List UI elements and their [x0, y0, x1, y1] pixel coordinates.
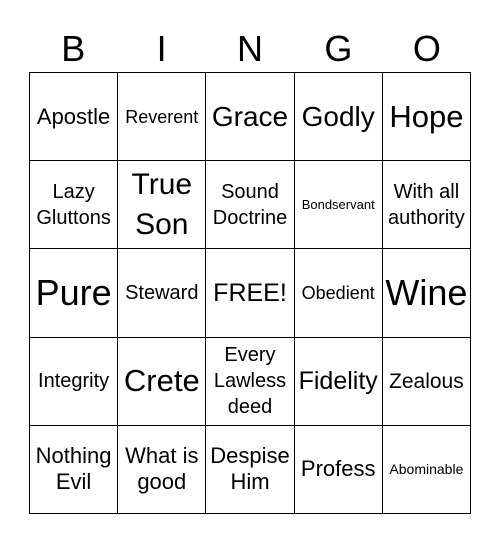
cell-text: Steward [125, 281, 199, 304]
cell-text: Wine [385, 271, 468, 313]
bingo-header [29, 26, 471, 72]
bingo-cell[interactable] [206, 249, 294, 337]
cell-text: Hope [389, 98, 464, 134]
bingo-cell[interactable] [206, 338, 294, 426]
bingo-cell[interactable] [206, 73, 294, 161]
bingo-cell[interactable] [383, 249, 471, 337]
bingo-cell[interactable] [118, 338, 206, 426]
bingo-cell[interactable] [295, 73, 383, 161]
header-letter-g: G [324, 28, 353, 69]
cell-text: Godly [301, 100, 375, 132]
bingo-cell[interactable] [30, 338, 118, 426]
bingo-cell[interactable] [383, 426, 471, 514]
cell-text: Fidelity [298, 367, 378, 396]
bingo-cell[interactable] [118, 426, 206, 514]
bingo-cell[interactable] [383, 338, 471, 426]
cell-text: What is good [125, 443, 199, 495]
cell-text: Lazy Gluttons [36, 180, 111, 229]
header-letter-i: I [156, 28, 167, 69]
cell-text: Nothing Evil [35, 443, 112, 495]
bingo-cell[interactable] [30, 426, 118, 514]
bingo-cell[interactable] [295, 338, 383, 426]
cell-text: Bondservant [301, 197, 375, 213]
cell-text: FREE! [213, 278, 287, 307]
bingo-cell[interactable] [295, 249, 383, 337]
bingo-cell[interactable] [383, 161, 471, 249]
bingo-cell[interactable] [206, 161, 294, 249]
bingo-grid [29, 72, 471, 514]
cell-text: Obedient [301, 282, 375, 303]
cell-text: Integrity [38, 370, 110, 393]
cell-text: Abominable [389, 461, 464, 478]
cell-text: Every Lawless deed [213, 344, 287, 419]
cell-text: Grace [211, 100, 289, 132]
cell-text: True Son [131, 167, 193, 241]
bingo-cell[interactable] [118, 161, 206, 249]
bingo-cell[interactable] [118, 249, 206, 337]
cell-text: Pure [35, 271, 112, 313]
bingo-cell[interactable] [30, 161, 118, 249]
cell-text: Crete [123, 363, 200, 399]
bingo-cell[interactable] [118, 73, 206, 161]
header-letter-n: N [237, 28, 264, 69]
header-letter-o: O [412, 28, 441, 69]
cell-text: Apostle [36, 103, 111, 129]
bingo-cell[interactable] [295, 426, 383, 514]
cell-text: Despise Him [210, 443, 290, 495]
bingo-cell[interactable] [30, 73, 118, 161]
cell-text: Sound Doctrine [212, 180, 288, 229]
bingo-cell[interactable] [30, 249, 118, 337]
cell-text: Zealous [389, 369, 464, 393]
cell-text: With all authority [388, 180, 465, 229]
bingo-cell[interactable] [295, 161, 383, 249]
cell-text: Reverent [125, 106, 199, 127]
cell-text: Profess [300, 456, 376, 482]
bingo-cell[interactable] [206, 426, 294, 514]
bingo-cell[interactable] [383, 73, 471, 161]
header-letter-b: B [61, 28, 86, 69]
